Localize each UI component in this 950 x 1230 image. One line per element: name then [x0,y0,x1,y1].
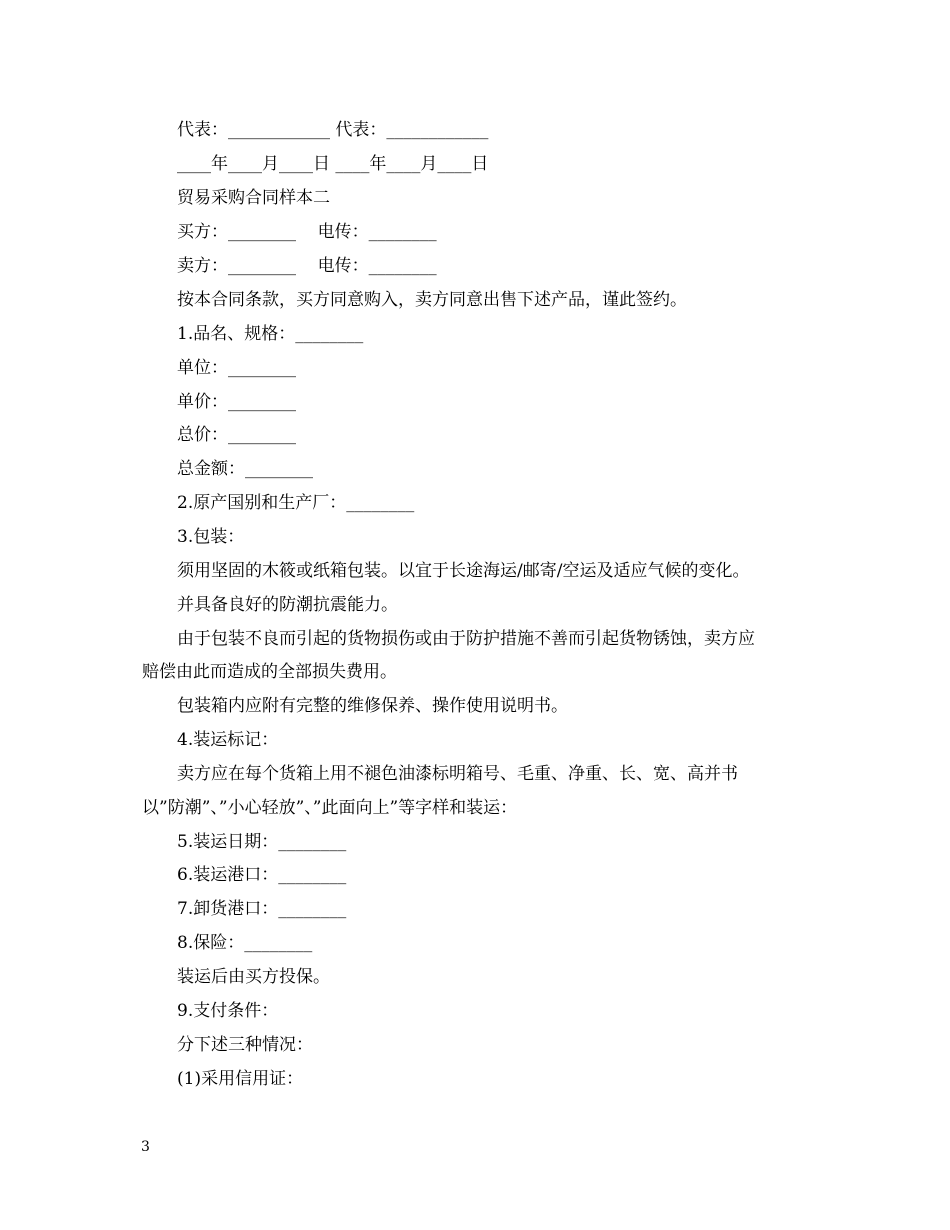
insurance-note: 装运后由买方投保。 [177,967,330,987]
insurance-field: 8.保险：________ [177,933,313,953]
buyer-line: 买方：________ 电传：________ [177,222,437,242]
unit-field: 单位：________ [177,358,296,378]
payment-terms-heading: 9.支付条件： [177,1001,279,1021]
agreement-paragraph: 按本合同条款，买方同意购入，卖方同意出售下述产品，谨此签约。 [177,290,687,310]
origin-manufacturer: 2.原产国别和生产厂：________ [177,493,415,513]
payment-cases-intro: 分下述三种情况： [177,1035,313,1055]
compensation-paragraph: 由于包装不良而引起的货物损伤或由于防护措施不善而引起货物锈蚀，卖方应 [177,629,755,649]
page-number: 3 [141,1139,150,1155]
port-of-shipment: 6.装运港口：________ [177,865,347,885]
date-signature-line: ____年____月____日 ____年____月____日 [177,154,489,174]
packing-paragraph: 并具备良好的防潮抗震能力。 [177,595,398,615]
port-of-discharge: 7.卸货港口：________ [177,899,347,919]
shipping-mark-heading: 4.装运标记： [177,730,279,750]
shipping-mark-paragraph: 以”防潮”、”小心轻放”、”此面向上”等字样和装运： [142,798,518,818]
compensation-paragraph: 赔偿由此而造成的全部损失费用。 [142,662,397,682]
shipping-mark-paragraph: 卖方应在每个货箱上用不褪色油漆标明箱号、毛重、净重、长、宽、高并书 [177,764,738,784]
seller-line: 卖方：________ 电传：________ [177,256,437,276]
packing-paragraph: 须用坚固的木筱或纸箱包装。以宜于长途海运/邮寄/空运及适应气候的变化。 [177,561,750,581]
unit-price-field: 单价：________ [177,392,296,412]
total-price-field: 总价：________ [177,425,296,445]
packing-heading: 3.包装： [177,527,245,547]
shipment-date: 5.装运日期：________ [177,832,347,852]
manual-paragraph: 包装箱内应附有完整的维修保养、操作使用说明书。 [177,696,568,716]
contract-title: 贸易采购合同样本二 [177,188,330,208]
product-name-spec: 1.品名、规格：________ [177,324,364,344]
total-amount-field: 总金额：________ [177,459,313,479]
letter-of-credit-item: (1)采用信用证： [177,1069,304,1089]
representative-signature-line: 代表：____________ 代表：____________ [177,120,489,140]
